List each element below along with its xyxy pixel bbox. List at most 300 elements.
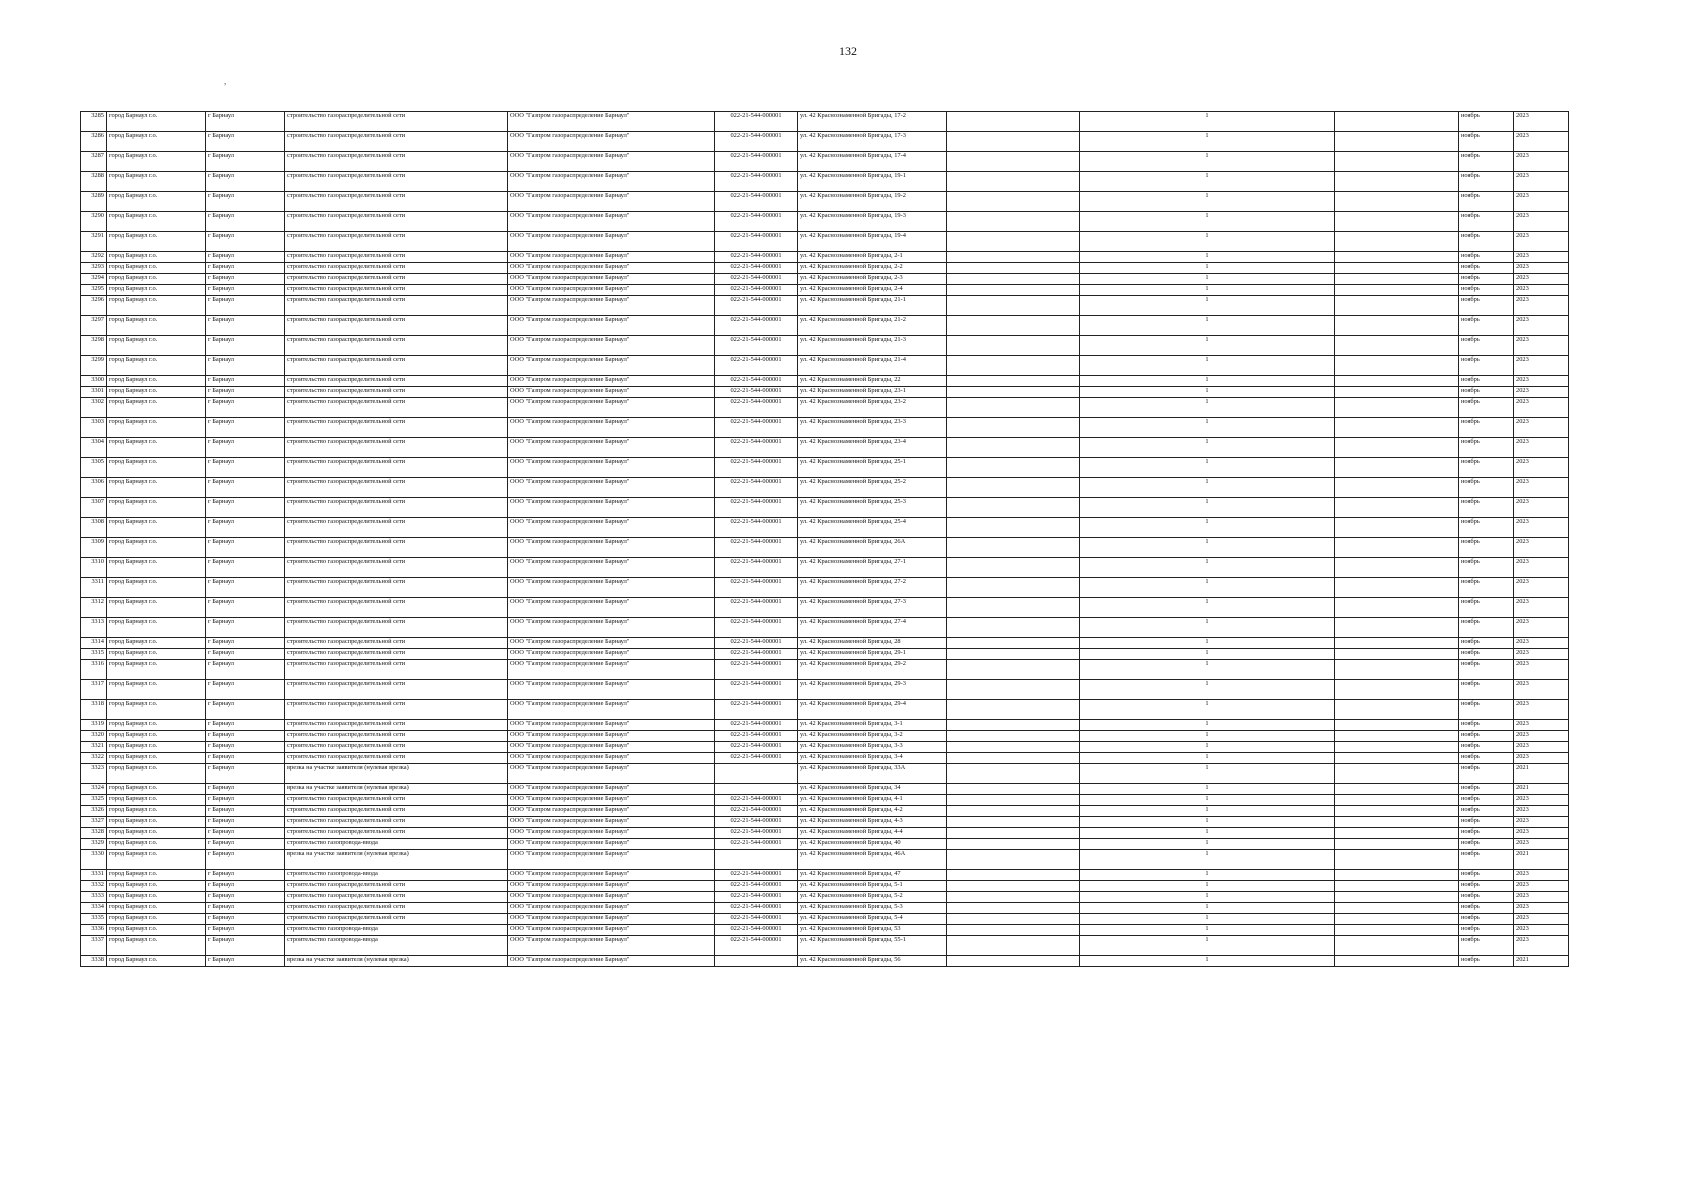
month-cell: ноябрь <box>1459 700 1514 720</box>
year-cell: 2023 <box>1514 387 1569 398</box>
row-number-cell: 3336 <box>81 925 107 936</box>
address-cell: ул. 42 Краснознаменной Бригады, 29-4 <box>798 700 947 720</box>
row-number-cell: 3309 <box>81 538 107 558</box>
address-cell: ул. 42 Краснознаменной Бригады, 5-4 <box>798 914 947 925</box>
quantity-cell: 1 <box>1080 680 1335 700</box>
project-code-cell: 022-21-544-000001 <box>715 296 798 316</box>
month-cell: ноябрь <box>1459 795 1514 806</box>
year-cell: 2023 <box>1514 806 1569 817</box>
address-cell: ул. 42 Краснознаменной Бригады, 4-2 <box>798 806 947 817</box>
quantity-cell: 1 <box>1080 598 1335 618</box>
work-type-cell: строительство газораспределительной сети <box>285 914 508 925</box>
project-code-cell: 022-21-544-000001 <box>715 892 798 903</box>
empty-cell <box>947 784 1080 795</box>
work-type-cell: строительство газораспределительной сети <box>285 438 508 458</box>
address-cell: ул. 42 Краснознаменной Бригады, 29-1 <box>798 649 947 660</box>
locality-cell: г Барнаул <box>206 936 285 956</box>
year-cell: 2023 <box>1514 892 1569 903</box>
district-cell: город Барнаул г.о. <box>107 296 206 316</box>
project-code-cell: 022-21-544-000001 <box>715 806 798 817</box>
month-cell: ноябрь <box>1459 731 1514 742</box>
year-cell: 2021 <box>1514 850 1569 870</box>
empty-cell <box>947 839 1080 850</box>
organization-cell: ООО "Газпром газораспределение Барнаул" <box>508 660 715 680</box>
row-number-cell: 3316 <box>81 660 107 680</box>
table-row <box>81 438 1569 458</box>
year-cell: 2023 <box>1514 263 1569 274</box>
row-number-cell: 3333 <box>81 892 107 903</box>
month-cell: ноябрь <box>1459 458 1514 478</box>
work-type-cell: строительство газораспределительной сети <box>285 232 508 252</box>
quantity-cell: 1 <box>1080 795 1335 806</box>
locality-cell: г Барнаул <box>206 817 285 828</box>
year-cell: 2023 <box>1514 458 1569 478</box>
work-type-cell: строительство газораспределительной сети <box>285 316 508 336</box>
quantity-cell: 1 <box>1080 956 1335 967</box>
district-cell: город Барнаул г.о. <box>107 881 206 892</box>
month-cell: ноябрь <box>1459 232 1514 252</box>
address-cell: ул. 42 Краснознаменной Бригады, 53 <box>798 925 947 936</box>
quantity-cell: 1 <box>1080 132 1335 152</box>
district-cell: город Барнаул г.о. <box>107 660 206 680</box>
project-code-cell: 022-21-544-000001 <box>715 578 798 598</box>
empty-cell <box>1335 806 1459 817</box>
quantity-cell: 1 <box>1080 212 1335 232</box>
address-cell: ул. 42 Краснознаменной Бригады, 25-4 <box>798 518 947 538</box>
table-row <box>81 458 1569 478</box>
row-number-cell: 3302 <box>81 398 107 418</box>
organization-cell: ООО "Газпром газораспределение Барнаул" <box>508 285 715 296</box>
empty-cell <box>947 795 1080 806</box>
project-code-cell: 022-21-544-000001 <box>715 478 798 498</box>
table-row <box>81 285 1569 296</box>
row-number-cell: 3326 <box>81 806 107 817</box>
locality-cell: г Барнаул <box>206 764 285 784</box>
work-type-cell: строительство газораспределительной сети <box>285 418 508 438</box>
empty-cell <box>1335 753 1459 764</box>
empty-cell <box>947 850 1080 870</box>
work-type-cell: строительство газораспределительной сети <box>285 700 508 720</box>
address-cell: ул. 42 Краснознаменной Бригады, 34 <box>798 784 947 795</box>
project-code-cell: 022-21-544-000001 <box>715 925 798 936</box>
table-row <box>81 828 1569 839</box>
empty-cell <box>1335 881 1459 892</box>
organization-cell: ООО "Газпром газораспределение Барнаул" <box>508 356 715 376</box>
locality-cell: г Барнаул <box>206 806 285 817</box>
quantity-cell: 1 <box>1080 192 1335 212</box>
empty-cell <box>1335 598 1459 618</box>
year-cell: 2023 <box>1514 518 1569 538</box>
district-cell: город Барнаул г.о. <box>107 598 206 618</box>
locality-cell: г Барнаул <box>206 316 285 336</box>
project-code-cell: 022-21-544-000001 <box>715 356 798 376</box>
locality-cell: г Барнаул <box>206 638 285 649</box>
month-cell: ноябрь <box>1459 112 1514 132</box>
month-cell: ноябрь <box>1459 956 1514 967</box>
locality-cell: г Барнаул <box>206 956 285 967</box>
month-cell: ноябрь <box>1459 850 1514 870</box>
address-cell: ул. 42 Краснознаменной Бригады, 5-2 <box>798 892 947 903</box>
project-code-cell: 022-21-544-000001 <box>715 638 798 649</box>
year-cell: 2023 <box>1514 753 1569 764</box>
locality-cell: г Барнаул <box>206 828 285 839</box>
work-type-cell: строительство газораспределительной сети <box>285 192 508 212</box>
empty-cell <box>1335 398 1459 418</box>
address-cell: ул. 42 Краснознаменной Бригады, 47 <box>798 870 947 881</box>
organization-cell: ООО "Газпром газораспределение Барнаул" <box>508 903 715 914</box>
empty-cell <box>1335 518 1459 538</box>
address-cell: ул. 42 Краснознаменной Бригады, 23-4 <box>798 438 947 458</box>
locality-cell: г Барнаул <box>206 192 285 212</box>
year-cell: 2023 <box>1514 731 1569 742</box>
address-cell: ул. 42 Краснознаменной Бригады, 21-1 <box>798 296 947 316</box>
row-number-cell: 3293 <box>81 263 107 274</box>
year-cell: 2023 <box>1514 828 1569 839</box>
address-cell: ул. 42 Краснознаменной Бригады, 4-3 <box>798 817 947 828</box>
empty-cell <box>1335 956 1459 967</box>
address-cell: ул. 42 Краснознаменной Бригады, 23-2 <box>798 398 947 418</box>
locality-cell: г Барнаул <box>206 438 285 458</box>
table-row <box>81 660 1569 680</box>
work-type-cell: строительство газораспределительной сети <box>285 252 508 263</box>
work-type-cell: строительство газораспределительной сети <box>285 660 508 680</box>
row-number-cell: 3321 <box>81 742 107 753</box>
year-cell: 2023 <box>1514 598 1569 618</box>
district-cell: город Барнаул г.о. <box>107 458 206 478</box>
address-cell: ул. 42 Краснознаменной Бригады, 17-2 <box>798 112 947 132</box>
empty-cell <box>947 336 1080 356</box>
quantity-cell: 1 <box>1080 870 1335 881</box>
empty-cell <box>947 458 1080 478</box>
address-cell: ул. 42 Краснознаменной Бригады, 5-1 <box>798 881 947 892</box>
empty-cell <box>1335 152 1459 172</box>
empty-cell <box>947 478 1080 498</box>
empty-cell <box>1335 764 1459 784</box>
month-cell: ноябрь <box>1459 376 1514 387</box>
project-code-cell: 022-21-544-000001 <box>715 742 798 753</box>
address-cell: ул. 42 Краснознаменной Бригады, 29-2 <box>798 660 947 680</box>
project-code-cell: 022-21-544-000001 <box>715 817 798 828</box>
year-cell: 2021 <box>1514 956 1569 967</box>
project-code-cell: 022-21-544-000001 <box>715 828 798 839</box>
quantity-cell: 1 <box>1080 356 1335 376</box>
organization-cell: ООО "Газпром газораспределение Барнаул" <box>508 598 715 618</box>
empty-cell <box>947 538 1080 558</box>
locality-cell: г Барнаул <box>206 232 285 252</box>
district-cell: город Барнаул г.о. <box>107 753 206 764</box>
table-row <box>81 263 1569 274</box>
row-number-cell: 3297 <box>81 316 107 336</box>
project-code-cell: 022-21-544-000001 <box>715 720 798 731</box>
table-row <box>81 731 1569 742</box>
district-cell: город Барнаул г.о. <box>107 731 206 742</box>
empty-cell <box>1335 498 1459 518</box>
year-cell: 2023 <box>1514 192 1569 212</box>
project-code-cell <box>715 764 798 784</box>
organization-cell: ООО "Газпром газораспределение Барнаул" <box>508 498 715 518</box>
row-number-cell: 3303 <box>81 418 107 438</box>
row-number-cell: 3296 <box>81 296 107 316</box>
empty-cell <box>947 274 1080 285</box>
district-cell: город Барнаул г.о. <box>107 578 206 598</box>
month-cell: ноябрь <box>1459 742 1514 753</box>
locality-cell: г Барнаул <box>206 498 285 518</box>
project-code-cell: 022-21-544-000001 <box>715 336 798 356</box>
month-cell: ноябрь <box>1459 720 1514 731</box>
project-code-cell: 022-21-544-000001 <box>715 252 798 263</box>
locality-cell: г Барнаул <box>206 784 285 795</box>
year-cell: 2023 <box>1514 478 1569 498</box>
empty-cell <box>947 285 1080 296</box>
project-code-cell <box>715 784 798 795</box>
address-cell: ул. 42 Краснознаменной Бригады, 2-3 <box>798 274 947 285</box>
month-cell: ноябрь <box>1459 578 1514 598</box>
row-number-cell: 3301 <box>81 387 107 398</box>
year-cell: 2023 <box>1514 212 1569 232</box>
district-cell: город Барнаул г.о. <box>107 132 206 152</box>
quantity-cell: 1 <box>1080 387 1335 398</box>
row-number-cell: 3332 <box>81 881 107 892</box>
empty-cell <box>1335 870 1459 881</box>
work-type-cell: строительство газораспределительной сети <box>285 112 508 132</box>
work-type-cell: строительство газораспределительной сети <box>285 881 508 892</box>
organization-cell: ООО "Газпром газораспределение Барнаул" <box>508 274 715 285</box>
year-cell: 2023 <box>1514 742 1569 753</box>
row-number-cell: 3322 <box>81 753 107 764</box>
quantity-cell: 1 <box>1080 252 1335 263</box>
work-type-cell: строительство газораспределительной сети <box>285 387 508 398</box>
month-cell: ноябрь <box>1459 753 1514 764</box>
row-number-cell: 3327 <box>81 817 107 828</box>
year-cell: 2023 <box>1514 274 1569 285</box>
work-type-cell: строительство газораспределительной сети <box>285 638 508 649</box>
locality-cell: г Барнаул <box>206 376 285 387</box>
locality-cell: г Барнаул <box>206 700 285 720</box>
work-type-cell: строительство газораспределительной сети <box>285 296 508 316</box>
work-type-cell: строительство газораспределительной сети <box>285 336 508 356</box>
work-type-cell: строительство газораспределительной сети <box>285 285 508 296</box>
district-cell: город Барнаул г.о. <box>107 817 206 828</box>
row-number-cell: 3305 <box>81 458 107 478</box>
work-type-cell: строительство газораспределительной сети <box>285 274 508 285</box>
empty-cell <box>947 112 1080 132</box>
project-code-cell: 022-21-544-000001 <box>715 598 798 618</box>
work-type-cell: строительство газораспределительной сети <box>285 212 508 232</box>
month-cell: ноябрь <box>1459 296 1514 316</box>
year-cell: 2023 <box>1514 870 1569 881</box>
row-number-cell: 3334 <box>81 903 107 914</box>
organization-cell: ООО "Газпром газораспределение Барнаул" <box>508 720 715 731</box>
organization-cell: ООО "Газпром газораспределение Барнаул" <box>508 914 715 925</box>
month-cell: ноябрь <box>1459 892 1514 903</box>
month-cell: ноябрь <box>1459 649 1514 660</box>
organization-cell: ООО "Газпром газораспределение Барнаул" <box>508 296 715 316</box>
empty-cell <box>947 828 1080 839</box>
empty-cell <box>947 892 1080 903</box>
row-number-cell: 3338 <box>81 956 107 967</box>
locality-cell: г Барнаул <box>206 112 285 132</box>
address-cell: ул. 42 Краснознаменной Бригады, 19-3 <box>798 212 947 232</box>
table-row <box>81 680 1569 700</box>
quantity-cell: 1 <box>1080 892 1335 903</box>
empty-cell <box>947 956 1080 967</box>
quantity-cell: 1 <box>1080 914 1335 925</box>
month-cell: ноябрь <box>1459 172 1514 192</box>
row-number-cell: 3298 <box>81 336 107 356</box>
organization-cell: ООО "Газпром газораспределение Барнаул" <box>508 956 715 967</box>
table-row <box>81 376 1569 387</box>
quantity-cell: 1 <box>1080 274 1335 285</box>
address-cell: ул. 42 Краснознаменной Бригады, 27-2 <box>798 578 947 598</box>
row-number-cell: 3287 <box>81 152 107 172</box>
work-type-cell: строительство газопровода-ввода <box>285 839 508 850</box>
quantity-cell: 1 <box>1080 498 1335 518</box>
project-code-cell: 022-21-544-000001 <box>715 660 798 680</box>
month-cell: ноябрь <box>1459 336 1514 356</box>
work-type-cell: строительство газораспределительной сети <box>285 731 508 742</box>
project-code-cell: 022-21-544-000001 <box>715 263 798 274</box>
empty-cell <box>947 232 1080 252</box>
quantity-cell: 1 <box>1080 296 1335 316</box>
quantity-cell: 1 <box>1080 903 1335 914</box>
district-cell: город Барнаул г.о. <box>107 538 206 558</box>
month-cell: ноябрь <box>1459 817 1514 828</box>
empty-cell <box>947 558 1080 578</box>
district-cell: город Барнаул г.о. <box>107 438 206 458</box>
project-code-cell: 022-21-544-000001 <box>715 132 798 152</box>
quantity-cell: 1 <box>1080 806 1335 817</box>
address-cell: ул. 42 Краснознаменной Бригады, 55-1 <box>798 936 947 956</box>
project-code-cell: 022-21-544-000001 <box>715 152 798 172</box>
project-code-cell: 022-21-544-000001 <box>715 212 798 232</box>
year-cell: 2023 <box>1514 680 1569 700</box>
address-cell: ул. 42 Краснознаменной Бригады, 19-1 <box>798 172 947 192</box>
empty-cell <box>947 212 1080 232</box>
district-cell: город Барнаул г.о. <box>107 795 206 806</box>
locality-cell: г Барнаул <box>206 263 285 274</box>
project-code-cell <box>715 956 798 967</box>
project-code-cell: 022-21-544-000001 <box>715 618 798 638</box>
row-number-cell: 3320 <box>81 731 107 742</box>
locality-cell: г Барнаул <box>206 903 285 914</box>
locality-cell: г Барнаул <box>206 296 285 316</box>
project-code-cell: 022-21-544-000001 <box>715 795 798 806</box>
quantity-cell: 1 <box>1080 376 1335 387</box>
address-cell: ул. 42 Краснознаменной Бригады, 3-3 <box>798 742 947 753</box>
work-type-cell: строительство газораспределительной сети <box>285 720 508 731</box>
row-number-cell: 3292 <box>81 252 107 263</box>
district-cell: город Барнаул г.о. <box>107 232 206 252</box>
month-cell: ноябрь <box>1459 538 1514 558</box>
year-cell: 2023 <box>1514 398 1569 418</box>
quantity-cell: 1 <box>1080 936 1335 956</box>
quantity-cell: 1 <box>1080 731 1335 742</box>
month-cell: ноябрь <box>1459 263 1514 274</box>
project-code-cell: 022-21-544-000001 <box>715 558 798 578</box>
table-row <box>81 112 1569 132</box>
row-number-cell: 3286 <box>81 132 107 152</box>
table-row <box>81 903 1569 914</box>
month-cell: ноябрь <box>1459 660 1514 680</box>
quantity-cell: 1 <box>1080 649 1335 660</box>
locality-cell: г Барнаул <box>206 252 285 263</box>
district-cell: город Барнаул г.о. <box>107 558 206 578</box>
row-number-cell: 3311 <box>81 578 107 598</box>
district-cell: город Барнаул г.о. <box>107 828 206 839</box>
quantity-cell: 1 <box>1080 558 1335 578</box>
empty-cell <box>1335 132 1459 152</box>
organization-cell: ООО "Газпром газораспределение Барнаул" <box>508 680 715 700</box>
empty-cell <box>1335 418 1459 438</box>
locality-cell: г Барнаул <box>206 274 285 285</box>
year-cell: 2023 <box>1514 538 1569 558</box>
organization-cell: ООО "Газпром газораспределение Барнаул" <box>508 518 715 538</box>
empty-cell <box>947 731 1080 742</box>
organization-cell: ООО "Газпром газораспределение Барнаул" <box>508 316 715 336</box>
empty-cell <box>1335 387 1459 398</box>
quantity-cell: 1 <box>1080 458 1335 478</box>
project-code-cell: 022-21-544-000001 <box>715 680 798 700</box>
quantity-cell: 1 <box>1080 925 1335 936</box>
year-cell: 2023 <box>1514 316 1569 336</box>
row-number-cell: 3330 <box>81 850 107 870</box>
quantity-cell: 1 <box>1080 285 1335 296</box>
table-row <box>81 152 1569 172</box>
month-cell: ноябрь <box>1459 132 1514 152</box>
table-row <box>81 418 1569 438</box>
organization-cell: ООО "Газпром газораспределение Барнаул" <box>508 618 715 638</box>
work-type-cell: строительство газораспределительной сети <box>285 598 508 618</box>
month-cell: ноябрь <box>1459 881 1514 892</box>
address-cell: ул. 42 Краснознаменной Бригады, 3-1 <box>798 720 947 731</box>
row-number-cell: 3306 <box>81 478 107 498</box>
district-cell: город Барнаул г.о. <box>107 764 206 784</box>
empty-cell <box>1335 558 1459 578</box>
empty-cell <box>1335 795 1459 806</box>
table-row <box>81 558 1569 578</box>
locality-cell: г Барнаул <box>206 753 285 764</box>
district-cell: город Барнаул г.о. <box>107 618 206 638</box>
locality-cell: г Барнаул <box>206 720 285 731</box>
empty-cell <box>1335 660 1459 680</box>
organization-cell: ООО "Газпром газораспределение Барнаул" <box>508 132 715 152</box>
year-cell: 2023 <box>1514 817 1569 828</box>
year-cell: 2023 <box>1514 336 1569 356</box>
organization-cell: ООО "Газпром газораспределение Барнаул" <box>508 232 715 252</box>
quantity-cell: 1 <box>1080 839 1335 850</box>
month-cell: ноябрь <box>1459 764 1514 784</box>
quantity-cell: 1 <box>1080 172 1335 192</box>
address-cell: ул. 42 Краснознаменной Бригады, 27-3 <box>798 598 947 618</box>
work-type-cell: строительство газораспределительной сети <box>285 478 508 498</box>
work-type-cell: строительство газораспределительной сети <box>285 538 508 558</box>
month-cell: ноябрь <box>1459 598 1514 618</box>
empty-cell <box>947 152 1080 172</box>
empty-cell <box>1335 936 1459 956</box>
empty-cell <box>1335 892 1459 903</box>
district-cell: город Барнаул г.о. <box>107 172 206 192</box>
district-cell: город Барнаул г.о. <box>107 498 206 518</box>
month-cell: ноябрь <box>1459 398 1514 418</box>
project-code-cell: 022-21-544-000001 <box>715 232 798 252</box>
quantity-cell: 1 <box>1080 828 1335 839</box>
address-cell: ул. 42 Краснознаменной Бригады, 4-4 <box>798 828 947 839</box>
year-cell: 2023 <box>1514 112 1569 132</box>
month-cell: ноябрь <box>1459 192 1514 212</box>
work-type-cell: строительство газораспределительной сети <box>285 132 508 152</box>
locality-cell: г Барнаул <box>206 839 285 850</box>
locality-cell: г Барнаул <box>206 649 285 660</box>
